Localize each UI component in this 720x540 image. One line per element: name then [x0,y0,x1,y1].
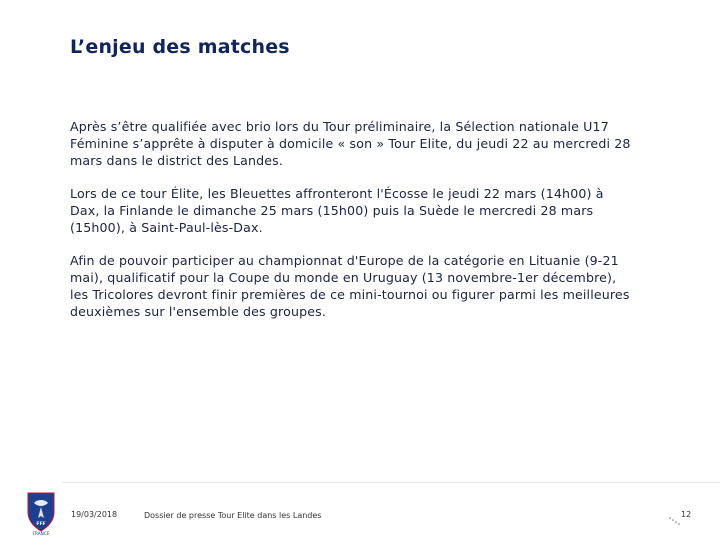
paragraph-2: Lors de ce tour Élite, les Bleuettes affronteront l'Écosse le jeudi 22 mars (14h00) à Dax, la Finlande le dimanche 25 mars (15h00) puis la Suède le mercredi 28 mars (15h00), à Saint-Paul-lès-Dax. [70,186,604,235]
page-number: 12 [681,510,692,519]
footer-date: 19/03/2018 [71,510,118,519]
footer-divider [62,482,720,483]
page-corner-marks [668,516,682,526]
page-title: L’enjeu des matches [70,36,290,58]
paragraph-1: Après s’être qualifiée avec brio lors du Tour préliminaire, la Sélection nationale U17 Féminine s’apprête à disputer à domicile « son » Tour Elite, du jeudi 22 au mercredi 28 mars dans le district des Landes. [70,119,631,168]
footer-document-title: Dossier de presse Tour Elite dans les Landes [144,511,322,520]
paragraph-3: Afin de pouvoir participer au championnat d'Europe de la catégorie en Lituanie (9-21 mai), qualificatif pour la Coupe du monde en Uruguay (13 novembre-1er décembre), les Tricolores devront finir premières de ce mini-tournoi ou figurer parmi les meilleures deuxièmes sur l'ensemble des groupes. [70,253,630,319]
svg-text:FRANCE: FRANCE [32,531,50,536]
body-text [70,118,635,336]
svg-text:FFF: FFF [36,522,46,527]
fff-crest-icon [24,490,58,536]
